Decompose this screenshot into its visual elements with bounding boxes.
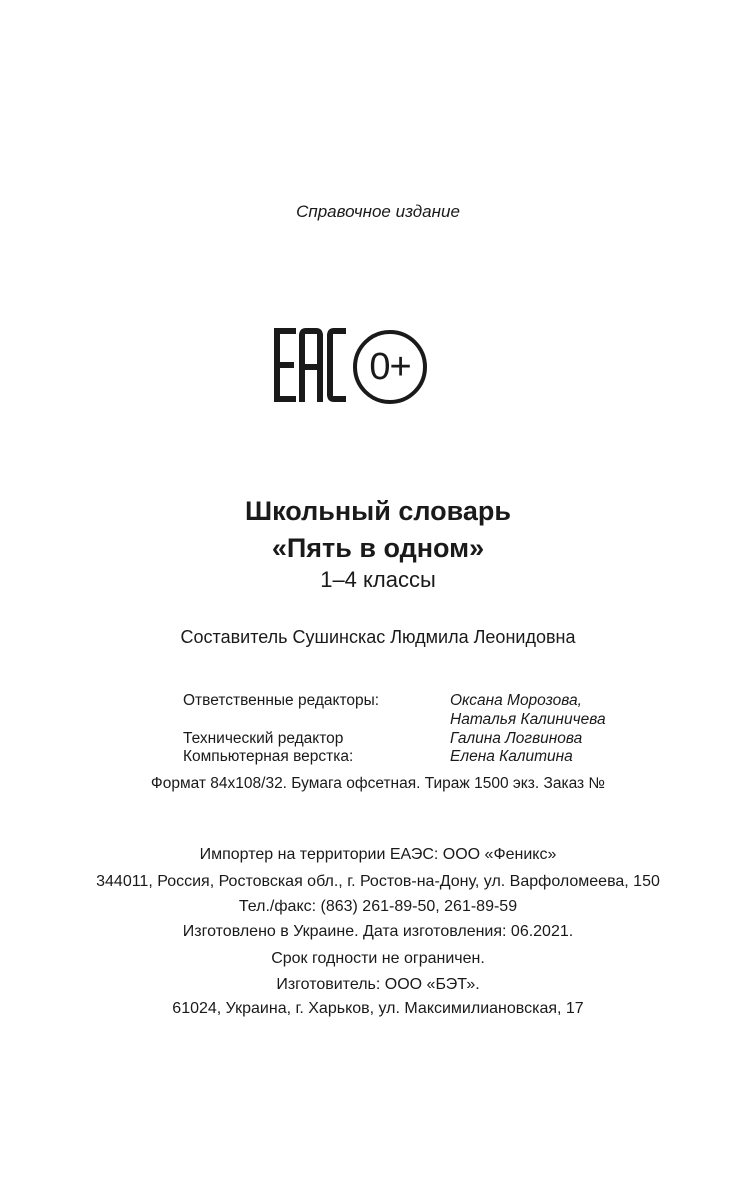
- manufacturer-line: Изготовитель: ООО «БЭТ».: [276, 976, 480, 993]
- compiler-line: Составитель Сушинскас Людмила Леонидовна: [180, 627, 576, 647]
- manufacturer-address: 61024, Украина, г. Харьков, ул. Максимилиановская, 17: [172, 1000, 584, 1017]
- editor-name: Наталья Калиничева: [450, 711, 606, 728]
- print-format: Формат 84x108/32. Бумага офсетная. Тираж 1500 экз. Заказ №: [150, 775, 606, 792]
- editor-name: Оксана Морозова,: [450, 692, 582, 709]
- layout-label: Компьютерная верстка:: [183, 748, 354, 765]
- eac-mark-icon: [272, 326, 348, 410]
- phone-line: Тел./факс: (863) 261-89-50, 261-89-59: [238, 898, 518, 915]
- tech-editor-name: Галина Логвинова: [450, 730, 583, 747]
- edition-type: Справочное издание: [296, 202, 460, 221]
- certification-marks: [272, 326, 442, 410]
- age-rating: 0+: [369, 346, 411, 388]
- book-title: Школьный словарь: [245, 496, 511, 526]
- book-subtitle: «Пять в одном»: [271, 533, 485, 563]
- tech-editor-label: Технический редактор: [183, 730, 344, 747]
- importer-line: Импортер на территории ЕАЭС: ООО «Феникс»: [199, 846, 557, 863]
- layout-name: Елена Калитина: [450, 748, 573, 765]
- importer-address: 344011, Россия, Ростовская обл., г. Ростов-на-Дону, ул. Варфоломеева, 150: [96, 873, 660, 890]
- grade-range: 1–4 классы: [320, 567, 436, 592]
- editors-label: Ответственные редакторы:: [183, 692, 380, 709]
- manufacture-date: Изготовлено в Украине. Дата изготовления: 06.2021.: [182, 923, 574, 940]
- shelf-life: Срок годности не ограничен.: [271, 950, 485, 967]
